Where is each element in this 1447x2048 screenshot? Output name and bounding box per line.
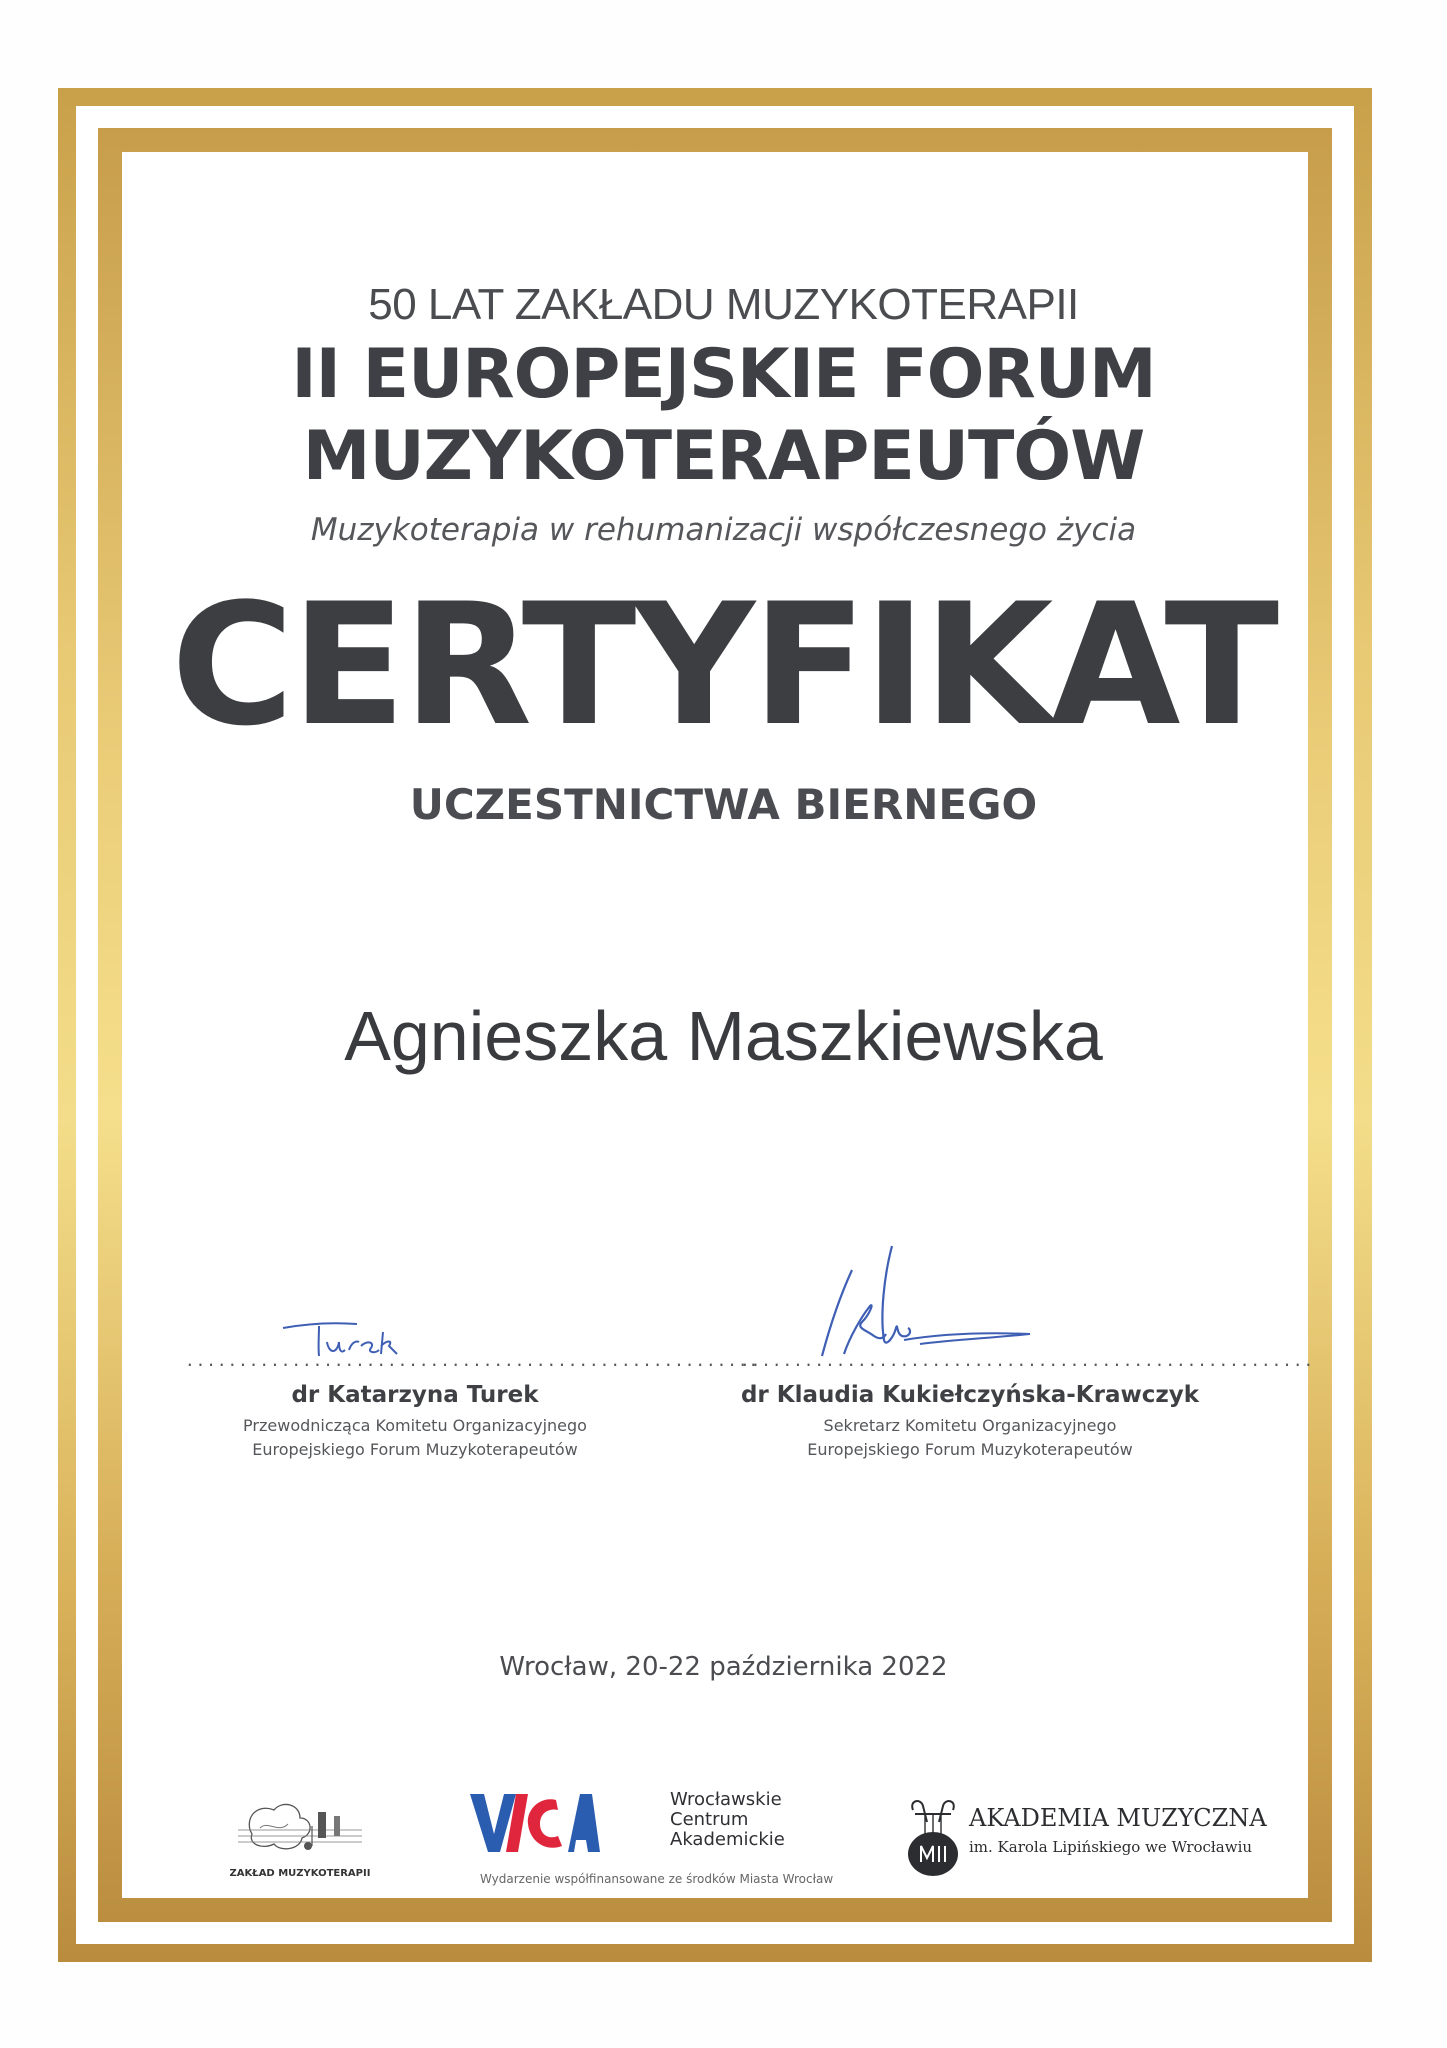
signatory-role xyxy=(740,1414,1200,1462)
certificate-heading: CERTYFIKAT xyxy=(170,567,1277,763)
signatory-role xyxy=(185,1414,645,1462)
anniversary-line: 50 LAT ZAKŁADU MUZYKOTERAPII xyxy=(368,280,1079,329)
participation-type: UCZESTNICTWA BIERNEGO xyxy=(409,780,1038,829)
signatory-name: dr Katarzyna Turek xyxy=(291,1382,539,1408)
music-therapy-emblem-icon xyxy=(230,1790,370,1860)
akademia-title: AKADEMIA MUZYCZNA xyxy=(969,1804,1267,1832)
akademia-muzyczna-logo xyxy=(905,1796,1265,1886)
zaklad-caption: ZAKŁAD MUZYKOTERAPII xyxy=(229,1868,371,1879)
handwritten-signature-kukielczynska xyxy=(800,1236,1060,1366)
signatory-role-line1: Sekretarz Komitetu Organizacyjnego xyxy=(823,1416,1117,1435)
place-and-date: Wrocław, 20-22 października 2022 xyxy=(499,1652,948,1682)
signature-line: ...................................................... xyxy=(185,1346,645,1376)
wca-mark-icon xyxy=(470,1790,600,1856)
recipient-name: Agnieszka Maszkiewska xyxy=(344,997,1103,1075)
event-title-line2: MUZYKOTERAPEUTÓW xyxy=(302,417,1145,496)
wca-name-line1: Wrocławskie xyxy=(670,1789,782,1810)
event-subtitle: Muzykoterapia w rehumanizacji współczesnego życia xyxy=(310,512,1137,548)
signatory-role-line2: Europejskiego Forum Muzykoterapeutów xyxy=(807,1440,1133,1459)
akademia-subtitle: im. Karola Lipińskiego we Wrocławiu xyxy=(969,1838,1253,1856)
wca-logo xyxy=(470,1790,870,1900)
wca-name xyxy=(670,1790,785,1850)
event-title xyxy=(0,334,1447,498)
sponsor-logos xyxy=(0,1780,1447,1900)
signature-block-right xyxy=(740,1346,1315,1462)
signature-block-left xyxy=(185,1346,760,1462)
cofinancing-note: Wydarzenie współfinansowane ze środków Miasta Wrocław xyxy=(480,1872,834,1886)
lyre-emblem-icon xyxy=(905,1796,961,1880)
zaklad-muzykoterapii-logo xyxy=(225,1790,375,1890)
event-title-line1: II EUROPEJSKIE FORUM xyxy=(291,335,1156,414)
wca-name-line2: Centrum xyxy=(670,1809,749,1830)
signature-line: ...................................................... xyxy=(740,1346,1200,1376)
signatory-role-line1: Przewodnicząca Komitetu Organizacyjnego xyxy=(243,1416,587,1435)
signatory-role-line2: Europejskiego Forum Muzykoterapeutów xyxy=(252,1440,578,1459)
wca-name-line3: Akademickie xyxy=(670,1829,785,1850)
signatory-name: dr Klaudia Kukiełczyńska-Krawczyk xyxy=(740,1382,1200,1408)
handwritten-signature-turek xyxy=(275,1310,405,1370)
